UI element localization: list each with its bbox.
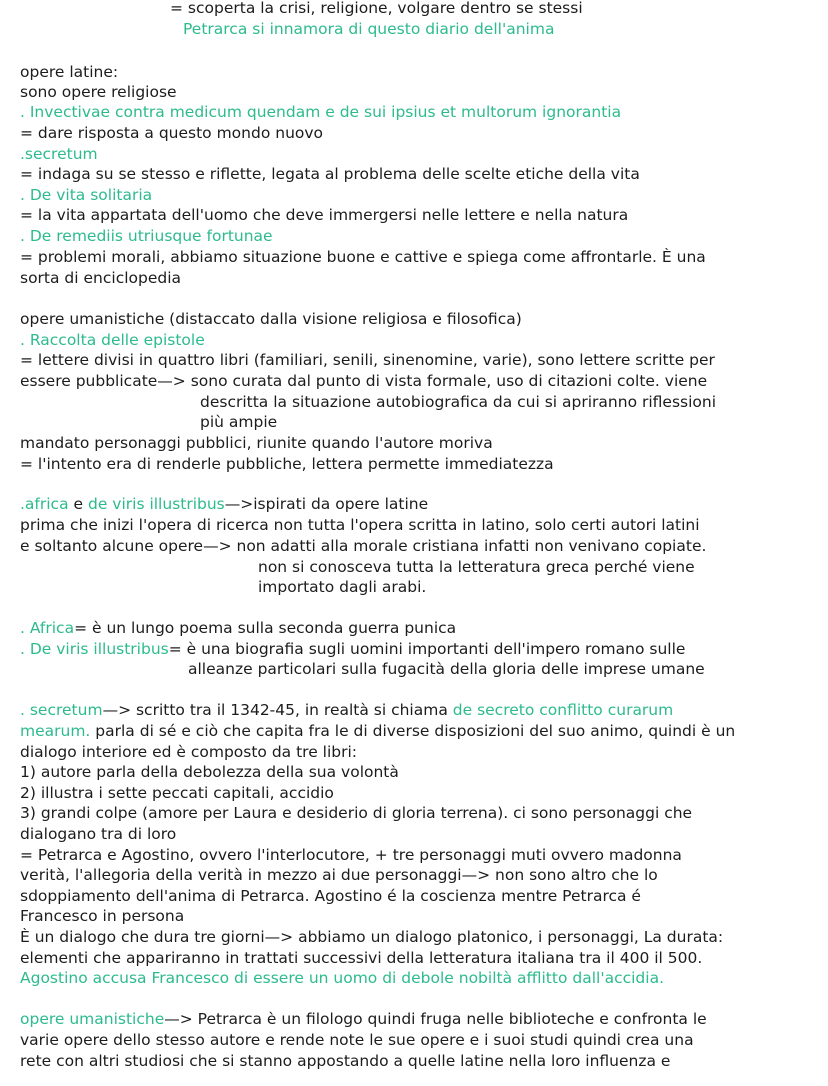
text-line <box>20 62 118 82</box>
text-line <box>20 164 640 184</box>
line-text: rete con altri studiosi che si stanno appostando a quelle latine nella loro influenza e <box>20 1052 671 1070</box>
text-line <box>20 309 522 329</box>
text-line <box>20 742 357 762</box>
line-text: —> scritto tra il 1342-45, in realtà si chiama <box>102 701 453 719</box>
line-text: opere latine: <box>20 63 119 81</box>
highlighted-text: . Raccolta delle epistole <box>20 331 205 349</box>
line-text: = è un lungo poema sulla seconda guerra punica <box>74 619 457 637</box>
line-text: = Petrarca e Agostino, ovvero l'interlocutore, + tre personaggi muti ovvero madonna <box>20 846 682 864</box>
text-line <box>20 454 554 474</box>
text-line <box>20 205 628 225</box>
text-line <box>20 1009 707 1029</box>
line-text: varie opere dello stesso autore e rende note le sue opere e i suoi studi quindi crea una <box>20 1031 694 1049</box>
line-text: parla di sé e ciò che capita fra le di diverse disposizioni del suo animo, quindi è un <box>90 722 736 740</box>
highlighted-text: mearum. <box>20 722 91 740</box>
text-line <box>20 824 176 844</box>
line-text: mandato personaggi pubblici, riunite quando l'autore moriva <box>20 434 493 452</box>
line-text: sono opere religiose <box>20 83 177 101</box>
line-text: non si conosceva tutta la letteratura greca perché viene <box>258 558 695 576</box>
line-text: = scoperta la crisi, religione, volgare dentro se stessi <box>170 0 583 17</box>
text-line <box>20 185 152 205</box>
line-text: importato dagli arabi. <box>258 578 427 596</box>
text-line <box>20 226 273 246</box>
text-line <box>20 515 700 535</box>
text-line <box>20 330 205 350</box>
highlighted-text: de viris illustribus <box>87 495 225 513</box>
highlighted-text: . De vita solitaria <box>20 186 153 204</box>
highlighted-text: .secretum <box>20 145 98 163</box>
line-text: descritta la situazione autobiografica da cui si apriranno riflessioni <box>200 393 717 411</box>
text-line <box>188 659 705 679</box>
line-text: essere pubblicate—> sono curata dal punto di vista formale, uso di citazioni colte. viene <box>20 372 708 390</box>
line-text: Francesco in persona <box>20 907 185 925</box>
text-line <box>20 803 692 823</box>
highlighted-text: opere umanistiche <box>20 1010 165 1028</box>
text-line <box>20 371 707 391</box>
line-text: e soltanto alcune opere—> non adatti alla morale cristiana infatti non venivano copiate. <box>20 537 707 555</box>
highlighted-text: . De remediis utriusque fortunae <box>20 227 273 245</box>
highlighted-text: Agostino accusa Francesco di essere un uomo di debole nobiltà afflitto dall'accidia. <box>20 969 664 987</box>
line-text: = è una biografia sugli uomini importanti dell'impero romano sulle <box>168 640 686 658</box>
text-line <box>20 1051 670 1071</box>
text-line <box>20 494 428 514</box>
text-line <box>20 350 715 370</box>
text-line <box>20 927 723 947</box>
text-line <box>20 906 184 926</box>
text-line <box>20 721 735 741</box>
text-line <box>20 102 621 122</box>
text-line <box>200 392 716 412</box>
line-text: = dare risposta a questo mondo nuovo <box>20 124 324 142</box>
text-line <box>20 639 685 659</box>
line-text: prima che inizi l'opera di ricerca non tutta l'opera scritta in latino, solo certi autori latini <box>20 516 700 534</box>
line-text: È un dialogo che dura tre giorni—> abbiamo un dialogo platonico, i personaggi, La durata: <box>20 928 724 946</box>
text-line <box>20 268 181 288</box>
highlighted-text: . De viris illustribus <box>20 640 169 658</box>
line-text: 1) autore parla della debolezza della sua volontà <box>20 763 399 781</box>
text-line <box>20 886 641 906</box>
line-text: dialogano tra di loro <box>20 825 177 843</box>
highlighted-text: de secreto conflitto curarum <box>452 701 674 719</box>
text-line <box>20 783 334 803</box>
text-line <box>20 433 493 453</box>
text-line <box>170 0 583 18</box>
line-text: = indaga su se stesso e riflette, legata al problema delle scelte etiche della vita <box>20 165 640 183</box>
text-line <box>20 247 706 267</box>
text-line <box>20 1030 694 1050</box>
text-line <box>20 82 177 102</box>
text-line <box>20 948 702 968</box>
text-line <box>258 557 695 577</box>
line-text: 3) grandi colpe (amore per Laura e desiderio di gloria terrena). ci sono personaggi che <box>20 804 693 822</box>
line-text: —> Petrarca è un filologo quindi fruga nelle biblioteche e confronta le <box>164 1010 707 1028</box>
text-line <box>20 618 456 638</box>
highlighted-text: Petrarca si innamora di questo diario dell'anima <box>183 20 555 38</box>
line-text: = la vita appartata dell'uomo che deve immergersi nelle lettere e nella natura <box>20 206 629 224</box>
text-line <box>20 123 323 143</box>
line-text: sorta di enciclopedia <box>20 269 182 287</box>
text-line <box>20 536 706 556</box>
text-line <box>200 412 277 432</box>
line-text: = problemi morali, abbiamo situazione buone e cattive e spiega come affrontarle. È una <box>20 248 706 266</box>
line-text: —>ispirati da opere latine <box>224 495 429 513</box>
text-line <box>183 19 554 39</box>
line-text: sdoppiamento dell'anima di Petrarca. Agostino é la coscienza mentre Petrarca é <box>20 887 641 905</box>
line-text: opere umanistiche (distaccato dalla visione religiosa e filosofica) <box>20 310 522 328</box>
line-text: dialogo interiore ed è composto da tre libri: <box>20 743 358 761</box>
text-line <box>20 968 664 988</box>
text-line <box>20 144 98 164</box>
highlighted-text: . secretum <box>20 701 103 719</box>
text-line <box>20 762 399 782</box>
text-line <box>20 865 658 885</box>
text-line <box>20 845 682 865</box>
highlighted-text: .africa <box>20 495 69 513</box>
highlighted-text: . Invectivae contra medicum quendam e de sui ipsius et multorum ignorantia <box>20 103 622 121</box>
text-line <box>258 577 426 597</box>
line-text: alleanze particolari sulla fugacità della gloria delle imprese umane <box>188 660 705 678</box>
line-text: = lettere divisi in quattro libri (familiari, senili, sinenomine, varie), sono lettere scritte per <box>20 351 715 369</box>
line-text: 2) illustra i sette peccati capitali, accidio <box>20 784 334 802</box>
line-text: = l'intento era di renderle pubbliche, lettera permette immediatezza <box>20 455 554 473</box>
line-text: elementi che appariranno in trattati successivi della letteratura italiana tra il 400 il 500. <box>20 949 703 967</box>
line-text: e <box>68 495 88 513</box>
line-text: più ampie <box>200 413 278 431</box>
line-text: verità, l'allegoria della verità in mezzo ai due personaggi—> non sono altro che lo <box>20 866 658 884</box>
text-line <box>20 700 673 720</box>
highlighted-text: . Africa <box>20 619 75 637</box>
